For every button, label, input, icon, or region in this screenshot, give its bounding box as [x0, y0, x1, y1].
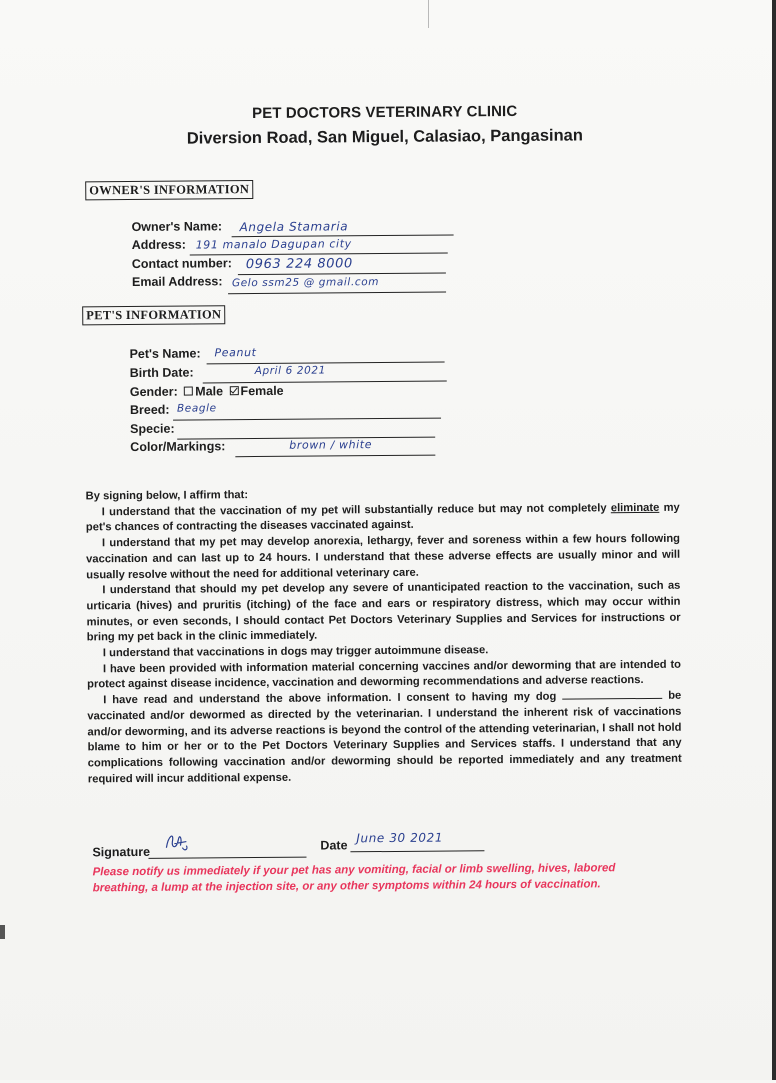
pet-name-label: Pet's Name:	[129, 346, 201, 362]
consent-intro: By signing below, I affirm that:	[85, 489, 249, 503]
consent-paragraph-4: I understand that vaccinations in dogs may trigger autoimmune disease.	[102, 644, 489, 660]
consent-paragraph-5: I have been provided with information material concerning vaccines and/or deworming that are intended to protect against disease incidence, vaccination and deworming recommendations and adverse reactions.	[87, 658, 682, 691]
color-markings-label: Color/Markings:	[130, 439, 226, 455]
owner-address-label: Address:	[131, 237, 186, 253]
breed-value[interactable]: Beagle	[176, 402, 217, 415]
color-markings-line	[235, 455, 435, 458]
email-label: Email Address:	[131, 274, 223, 290]
consent-paragraph-6: I have read and understand the above information. I consent to having my dog be vaccinated and/or dewormed as directed by the veterinarian. I understand the inherent risk of vaccinations and/or deworming, and its adverse reactions is beyond the control of the attending veterinarian, I shall not hold blame to him or her or to the Pet Doctors Veterinary Supplies and Services staffs. I understand that any complications following vaccination and/or deworming should be reported immediately and any treatment required will incur additional expense.	[87, 689, 682, 786]
specie-label: Specie:	[130, 421, 175, 437]
gender-female-label: Female	[240, 383, 284, 399]
gender-row	[130, 384, 284, 399]
contact-number-value[interactable]: 0963 224 8000	[245, 256, 353, 273]
color-markings-value[interactable]: brown / white	[289, 438, 373, 452]
owner-name-label: Owner's Name:	[131, 219, 223, 235]
signature-label: Signature	[92, 844, 151, 860]
birth-date-label: Birth Date:	[129, 365, 194, 381]
birth-date-value[interactable]: April 6 2021	[254, 364, 326, 378]
owner-address-value[interactable]: 191 manalo Dagupan city	[195, 237, 352, 252]
post-vaccination-notice: Please notify us immediately if your pet has any vomiting, facial or limb swelling, hives, labored breathing, a lump at the injection site, or any other symptoms within 24 hours of vaccination.	[92, 862, 616, 895]
pet-name-value[interactable]: Peanut	[214, 346, 257, 360]
breed-label: Breed:	[129, 402, 170, 418]
gender-male-checkbox[interactable]	[184, 387, 193, 396]
owner-name-value[interactable]: Angela Stamaria	[239, 219, 349, 235]
consent-paragraph-1: I understand that the vaccination of my pet will substantially reduce but may not completely eliminate my pet's chances of contracting the diseases vaccinated against.	[85, 501, 680, 534]
scan-edge-right	[772, 0, 776, 1080]
clinic-address: Diversion Road, San Miguel, Calasiao, Pangasinan	[186, 126, 583, 148]
date-line	[350, 850, 484, 852]
date-value[interactable]: June 30 2021	[356, 830, 444, 846]
signature-line	[148, 857, 306, 859]
gender-male-label: Male	[195, 384, 224, 399]
birth-date-line	[203, 381, 447, 384]
clinic-name: PET DOCTORS VETERINARY CLINIC	[252, 102, 518, 123]
owner-section-heading: OWNER'S INFORMATION	[85, 180, 253, 200]
email-line	[228, 292, 446, 295]
contact-number-label: Contact number:	[131, 256, 232, 272]
breed-line	[173, 418, 441, 421]
gender-label: Gender:	[129, 384, 178, 400]
consent-paragraph-3: I understand that should my pet develop any severe of unanticipated reaction to the vaccination, such as urticaria (hives) and pruritis (itching) of the face and ears or respiratory distress, which may occur within minutes, or even seconds, I should contact Pet Doctors Veterinary Supplies and Services for instructions or bring my pet back in the clinic immediately.	[86, 579, 681, 644]
gender-female-checkbox[interactable]	[229, 386, 238, 395]
dog-name-blank[interactable]	[562, 689, 662, 700]
signature-scribble	[162, 828, 192, 856]
email-value[interactable]: Gelo ssm25 @ gmail.com	[231, 276, 380, 290]
pet-section-heading: PET'S INFORMATION	[82, 305, 225, 325]
date-label: Date	[320, 838, 348, 853]
contact-number-line	[238, 273, 446, 276]
owner-address-line	[190, 253, 448, 256]
consent-statement	[86, 485, 682, 788]
consent-paragraph-2: I understand that my pet may develop anorexia, lethargy, fever and soreness within a few hours following vaccination and can last up to 24 hours. I understand that these adverse effects are usually minor and will usually resolve without the need for additional veterinary care.	[86, 532, 681, 581]
